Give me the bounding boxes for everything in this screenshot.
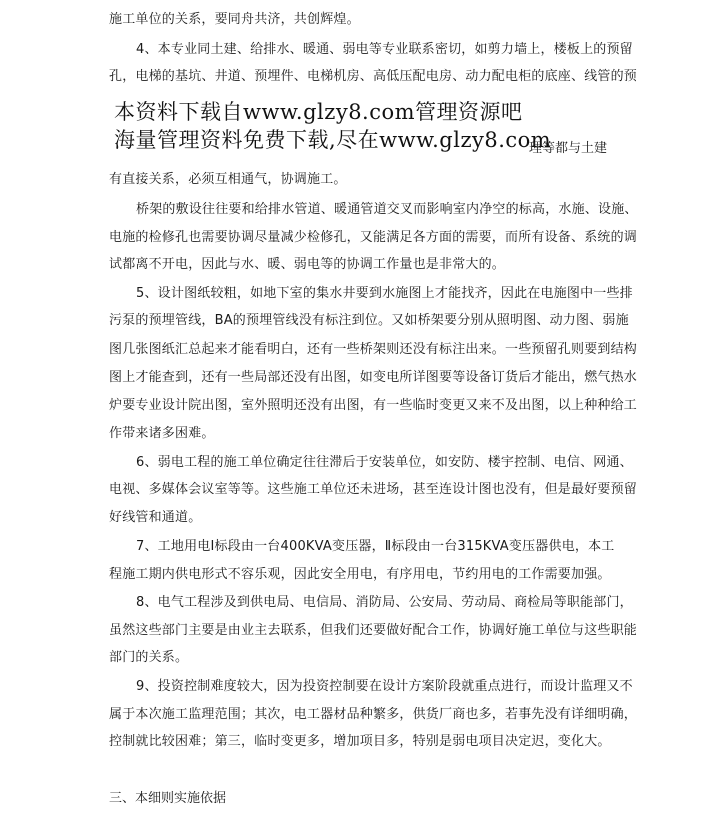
paragraph-line: 部门的关系。 [109,650,189,665]
paragraph-line: 理等都与土建 [529,141,608,156]
paragraph-line: 6、弱电工程的施工单位确定往往滞后于安装单位，如安防、楼宇控制、电信、网通、 [136,455,633,470]
paragraph-line: 好线管和通道。 [109,510,202,525]
paragraph-line: 7、工地用电Ⅰ标段由一台400KVA变压器，Ⅱ标段由一台315KVA变压器供电，本工 [136,539,615,554]
section-heading: 三、本细则实施依据 [109,791,227,806]
paragraph-line: 电施的检修孔也需要协调尽量减少检修孔，又能满足各方面的需要，而所有设备、系统的调 [109,230,638,245]
paragraph-line: 施工单位的关系，要同舟共济，共创辉煌。 [109,12,360,27]
paragraph-line: 污泵的预埋管线，BA的预埋管线没有标注到位。又如桥架要分别从照明图、动力图、弱施 [109,313,629,328]
paragraph-line: 作带来诸多困难。 [109,426,215,441]
paragraph-line: 图几张图纸汇总起来才能看明白，还有一些桥架则还没有标注出来。一些预留孔则要到结构 [109,342,638,357]
paragraph-line: 4、本专业同土建、给排水、暖通、弱电等专业联系密切，如剪力墙上，楼板上的预留 [136,42,633,57]
paragraph-line: 5、设计图纸较粗，如地下室的集水井要到水施图上才能找齐，因此在电施图中一些排 [136,286,633,301]
paragraph-line: 虽然这些部门主要是由业主去联系，但我们还要做好配合工作，协调好施工单位与这些职能 [109,623,638,638]
paragraph-line: 8、电气工程涉及到供电局、电信局、消防局、公安局、劳动局、商检局等职能部门， [136,595,633,610]
paragraph-line: 炉要专业设计院出图，室外照明还没有出图，有一些临时变更又来不及出图，以上种种给工 [109,398,638,413]
paragraph-line: 图上才能查到，还有一些局部还没有出图，如变电所详图要等设备订货后才能出，燃气热水 [109,370,638,385]
paragraph-line: 桥架的敷设往往要和给排水管道、暖通管道交叉而影响室内净空的标高，水施、设施、 [136,202,638,217]
paragraph-line: 有直接关系，必须互相通气，协调施工。 [109,172,347,187]
paragraph-line: 试都离不开电，因此与水、暖、弱电等的协调工作量也是非常大的。 [109,257,506,272]
paragraph-line: 属于本次施工监理范围；其次，电工器材品种繁多，供货厂商也多，若事先没有详细明确， [109,707,638,722]
paragraph-line: 孔，电梯的基坑、井道、预埋件、电梯机房、高低压配电房、动力配电柜的底座、线管的预 [109,69,638,84]
watermark-line-1: 本资料下载自www.glzy8.com管理资源吧 [114,100,523,124]
paragraph-line: 控制就比较困难；第三，临时变更多，增加项目多，特别是弱电项目决定迟，变化大。 [109,734,611,749]
watermark-line-2: 海量管理资料免费下载,尽在www.glzy8.com [114,128,552,152]
paragraph-line: 电视、多媒体会议室等等。这些施工单位还未进场，甚至连设计图也没有，但是最好要预留 [109,482,638,497]
paragraph-line: 9、投资控制难度较大，因为投资控制要在设计方案阶段就重点进行，而设计监理又不 [136,679,633,694]
paragraph-line: 程施工期内供电形式不容乐观，因此安全用电，有序用电，节约用电的工作需要加强。 [109,567,611,582]
